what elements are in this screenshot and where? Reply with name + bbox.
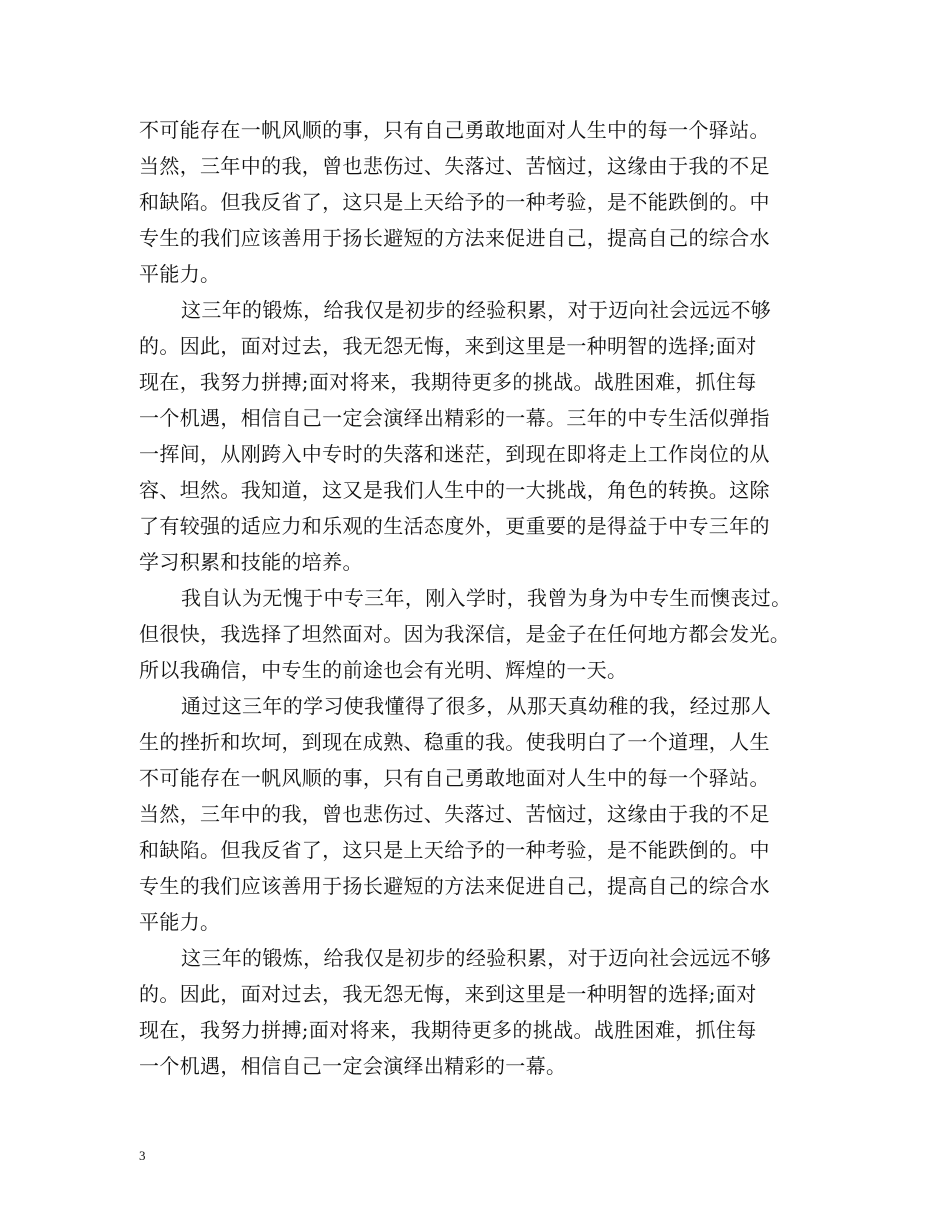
text-line (139, 832, 815, 868)
page-number: 3 (139, 1148, 146, 1163)
text-line-content: 了有较强的适应力和乐观的生活态度外，更重要的是得益于中专三年的 (139, 514, 770, 538)
text-line-content: 不可能存在一帆风顺的事，只有自己勇敢地面对人生中的每一个驿站。 (139, 118, 770, 142)
text-line-content: 所以我确信，中专生的前途也会有光明、辉煌的一天。 (139, 658, 628, 682)
text-line (139, 400, 815, 436)
text-line-content: 现在，我努力拼搏;面对将来，我期待更多的挑战。战胜困难，抓住每 (139, 1018, 757, 1042)
text-line (139, 328, 815, 364)
text-line-content: 不可能存在一帆风顺的事，只有自己勇敢地面对人生中的每一个驿站。 (139, 766, 770, 790)
text-line (139, 544, 815, 580)
text-line (139, 112, 815, 148)
text-line-content: 的。因此，面对过去，我无怨无悔，来到这里是一种明智的选择;面对 (139, 982, 757, 1006)
text-line-content: 一个机遇，相信自己一定会演绎出精彩的一幕。三年的中专生活似弹指 (139, 406, 770, 430)
text-line (139, 472, 815, 508)
text-line-content: 当然，三年中的我，曾也悲伤过、失落过、苦恼过，这缘由于我的不足 (139, 154, 770, 178)
text-line-content: 生的挫折和坎坷，到现在成熟、稳重的我。使我明白了一个道理，人生 (139, 730, 770, 754)
text-line (139, 796, 815, 832)
text-line (139, 436, 815, 472)
text-line-content: 这三年的锻炼，给我仅是初步的经验积累，对于迈向社会远远不够 (181, 298, 772, 322)
text-line-content: 和缺陷。但我反省了，这只是上天给予的一种考验，是不能跌倒的。中 (139, 190, 770, 214)
text-line-content: 通过这三年的学习使我懂得了很多，从那天真幼稚的我，经过那人 (181, 694, 772, 718)
text-line (139, 652, 815, 688)
text-line (139, 580, 815, 616)
text-line (139, 292, 815, 328)
text-line (139, 904, 815, 940)
text-line (139, 760, 815, 796)
text-line-content: 专生的我们应该善用于扬长避短的方法来促进自己，提高自己的综合水 (139, 874, 770, 898)
text-line (139, 364, 815, 400)
text-line-content: 平能力。 (139, 262, 221, 286)
text-line-content: 容、坦然。我知道，这又是我们人生中的一大挑战，角色的转换。这除 (139, 478, 770, 502)
text-line (139, 940, 815, 976)
text-line-content: 现在，我努力拼搏;面对将来，我期待更多的挑战。战胜困难，抓住每 (139, 370, 757, 394)
text-line-content: 和缺陷。但我反省了，这只是上天给予的一种考验，是不能跌倒的。中 (139, 838, 770, 862)
text-line (139, 148, 815, 184)
text-line-content: 这三年的锻炼，给我仅是初步的经验积累，对于迈向社会远远不够 (181, 946, 772, 970)
text-line (139, 868, 815, 904)
text-line (139, 1048, 815, 1084)
text-line-content: 我自认为无愧于中专三年，刚入学时，我曾为身为中专生而懊丧过。 (181, 586, 792, 610)
text-line-content: 平能力。 (139, 910, 221, 934)
text-line-content: 一挥间，从刚跨入中专时的失落和迷茫，到现在即将走上工作岗位的从 (139, 442, 770, 466)
text-line (139, 976, 815, 1012)
text-line (139, 616, 815, 652)
text-line-content: 当然，三年中的我，曾也悲伤过、失落过、苦恼过，这缘由于我的不足 (139, 802, 770, 826)
text-line (139, 184, 815, 220)
text-line (139, 1012, 815, 1048)
text-line-content: 的。因此，面对过去，我无怨无悔，来到这里是一种明智的选择;面对 (139, 334, 757, 358)
text-line (139, 688, 815, 724)
text-line (139, 256, 815, 292)
text-line (139, 220, 815, 256)
text-line-content: 学习积累和技能的培养。 (139, 550, 363, 574)
text-line (139, 508, 815, 544)
text-line-content: 专生的我们应该善用于扬长避短的方法来促进自己，提高自己的综合水 (139, 226, 770, 250)
document-body (139, 112, 815, 1084)
text-line (139, 724, 815, 760)
text-line-content: 一个机遇，相信自己一定会演绎出精彩的一幕。 (139, 1054, 567, 1078)
text-line-content: 但很快，我选择了坦然面对。因为我深信，是金子在任何地方都会发光。 (139, 622, 791, 646)
